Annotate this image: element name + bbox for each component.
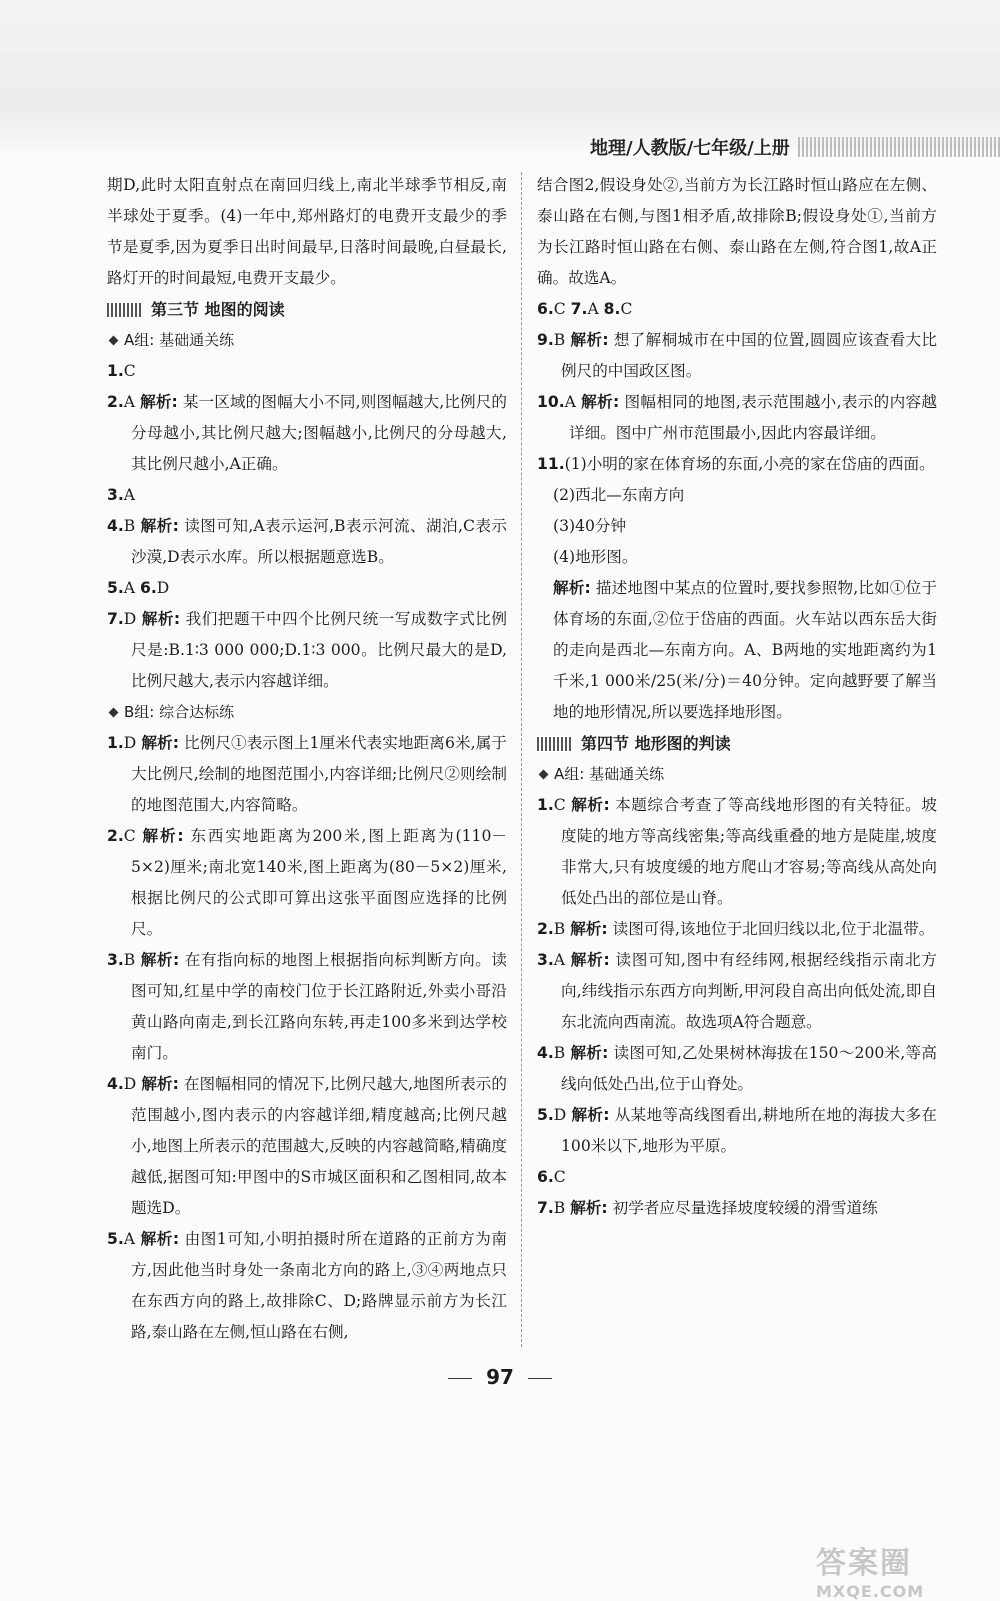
- sub-answer: (3)40分钟: [553, 517, 627, 535]
- answer-item: 7.B 解析: 初学者应尽量选择坡度较缓的滑雪道练: [537, 1199, 878, 1217]
- group-heading: [537, 759, 937, 790]
- header-title: 地理/人教版/七年级/上册: [590, 138, 790, 159]
- sub-answer: (4)地形图。: [553, 548, 638, 566]
- watermark-logo: [816, 1538, 986, 1601]
- answer-item: 9.B 解析: 想了解桐城市在中国的位置,圆圆应该查看大比例尺的中国政区图。: [537, 331, 937, 380]
- section-title: 第四节 地形图的判读: [581, 734, 731, 753]
- answer-item: 11.(1)小明的家在体育场的东面,小亮的家在岱庙的西面。: [537, 455, 935, 473]
- left-column: [107, 170, 507, 1348]
- watermark-logo-text: 答案圈: [816, 1546, 912, 1581]
- answer-item: 5.A 6.D: [107, 579, 170, 597]
- section-heading: [107, 294, 507, 325]
- group-heading: [107, 325, 507, 356]
- header-stripes: [798, 137, 1000, 157]
- analysis-paragraph: 解析: 描述地图中某点的位置时,要找参照物,比如①位于体育场的东面,②位于岱庙的西面。火车站以西东岳大街的走向是西北—东南方向。A、B两地的实地距离约为1千米,1 000米/25(米/分)＝40分钟。定向越野要了解当地的地形情况,所以要选择地形图。: [553, 579, 937, 721]
- diamond-icon: [109, 336, 119, 346]
- section-title: 第三节 地图的阅读: [151, 300, 285, 319]
- diamond-icon: [539, 770, 549, 780]
- answer-item: 4.B 解析: 读图可知,乙处果树林海拔在150～200米,等高线向低处凸出,位于山脊处。: [537, 1044, 937, 1093]
- answer-item: 2.B 解析: 读图可得,该地位于北回归线以北,位于北温带。: [537, 920, 935, 938]
- group-title: A组: 基础通关练: [554, 765, 665, 783]
- continued-paragraph: 结合图2,假设身处②,当前方为长江路时恒山路应在左侧、泰山路在右侧,与图1相矛盾,故排除B;假设身处①,当前方为长江路时恒山路在右侧、泰山路在左侧,符合图1,故A正确。故选A。: [537, 176, 937, 287]
- answer-item: 3.A 解析: 读图可知,图中有经纬网,根据经线指示南北方向,纬线指示东西方向判断,甲河段自高出向低处流,即自东北流向西南流。故选项A符合题意。: [537, 951, 938, 1031]
- section-heading: [537, 728, 937, 759]
- answer-item: 7.D 解析: 我们把题干中四个比例尺统一写成数字式比例尺是:B.1∶3 000 000;D.1∶3 000。比例尺最大的是D,比例尺越大,表示内容越详细。: [107, 610, 507, 690]
- page-number-dash-right: [528, 1378, 552, 1379]
- answer-item: 2.C 解析: 东西实地距离为200米,图上距离为(110－5×2)厘米;南北宽140米,图上距离为(80－5×2)厘米,根据比例尺的公式即可算出这张平面图应选择的比例尺。: [107, 827, 507, 938]
- answer-item: 4.D 解析: 在图幅相同的情况下,比例尺越大,地图所表示的范围越小,图内表示的内容越详细,精度越高;比例尺越小,地图上所表示的范围越大,反映的内容越简略,精确度越低,据图可知:甲图中的S市城区面积和乙图相同,故本题选D。: [107, 1075, 507, 1217]
- section-bars-icon: [537, 737, 573, 751]
- page-number: [0, 1365, 1000, 1389]
- answer-item: 1.D 解析: 比例尺①表示图上1厘米代表实地距离6米,属于大比例尺,绘制的地图范围小,内容详细;比例尺②则绘制的地图范围大,内容简略。: [107, 734, 507, 814]
- answer-item: 5.D 解析: 从某地等高线图看出,耕地所在地的海拔大多在100米以下,地形为平原。: [537, 1106, 937, 1155]
- answer-item: 4.B 解析: 读图可知,A表示运河,B表示河流、湖泊,C表示沙漠,D表示水库。所以根据题意选B。: [107, 517, 507, 566]
- group-heading: [107, 697, 507, 728]
- page-number-dash-left: [448, 1378, 472, 1379]
- group-title: A组: 基础通关练: [124, 331, 235, 349]
- diamond-icon: [109, 708, 119, 718]
- watermark-url: MXQE.COM: [816, 1582, 925, 1601]
- answer-item: 6.C 7.A 8.C: [537, 300, 633, 318]
- answer-item: 10.A 解析: 图幅相同的地图,表示范围越小,表示的内容越详细。图中广州市范围最小,因此内容最详细。: [537, 393, 938, 442]
- scan-top-band: [0, 0, 1000, 150]
- page-number-text: 97: [486, 1365, 514, 1389]
- running-header: [590, 132, 1000, 162]
- answer-item: 3.B 解析: 在有指向标的地图上根据指向标判断方向。读图可知,红星中学的南校门位于长江路附近,外卖小哥沿黄山路向南走,到长江路向东转,再走100多米到达学校南门。: [107, 951, 507, 1062]
- answer-item: 3.A: [107, 486, 136, 504]
- answer-item: 1.C: [107, 362, 136, 380]
- answer-item: 2.A 解析: 某一区域的图幅大小不同,则图幅越大,比例尺的分母越小,其比例尺越大;图幅越小,比例尺的分母越大,其比例尺越小,A正确。: [107, 393, 508, 473]
- answer-item: 1.C 解析: 本题综合考查了等高线地形图的有关特征。坡度陡的地方等高线密集;等高线重叠的地方是陡崖,坡度非常大,只有坡度缓的地方爬山才容易;等高线从高处向低处凸出的部位是山脊。: [537, 796, 937, 907]
- column-divider: [521, 172, 522, 1347]
- sub-answer: (2)西北—东南方向: [553, 486, 685, 504]
- right-column: [537, 170, 937, 1224]
- answer-item: 5.A 解析: 由图1可知,小明拍摄时所在道路的正前方为南方,因此他当时身处一条南北方向的路上,③④两地点只在东西方向的路上,故排除C、D;路牌显示前方为长江路,泰山路在左侧,恒山路在右侧,: [107, 1230, 507, 1341]
- intro-paragraph: 期D,此时太阳直射点在南回归线上,南北半球季节相反,南半球处于夏季。(4)一年中,郑州路灯的电费开支最少的季节是夏季,因为夏季日出时间最早,日落时间最晚,白昼最长,路灯开的时间最短,电费开支最少。: [107, 176, 507, 287]
- answer-item: 6.C: [537, 1168, 566, 1186]
- group-title: B组: 综合达标练: [124, 703, 235, 721]
- section-bars-icon: [107, 303, 143, 317]
